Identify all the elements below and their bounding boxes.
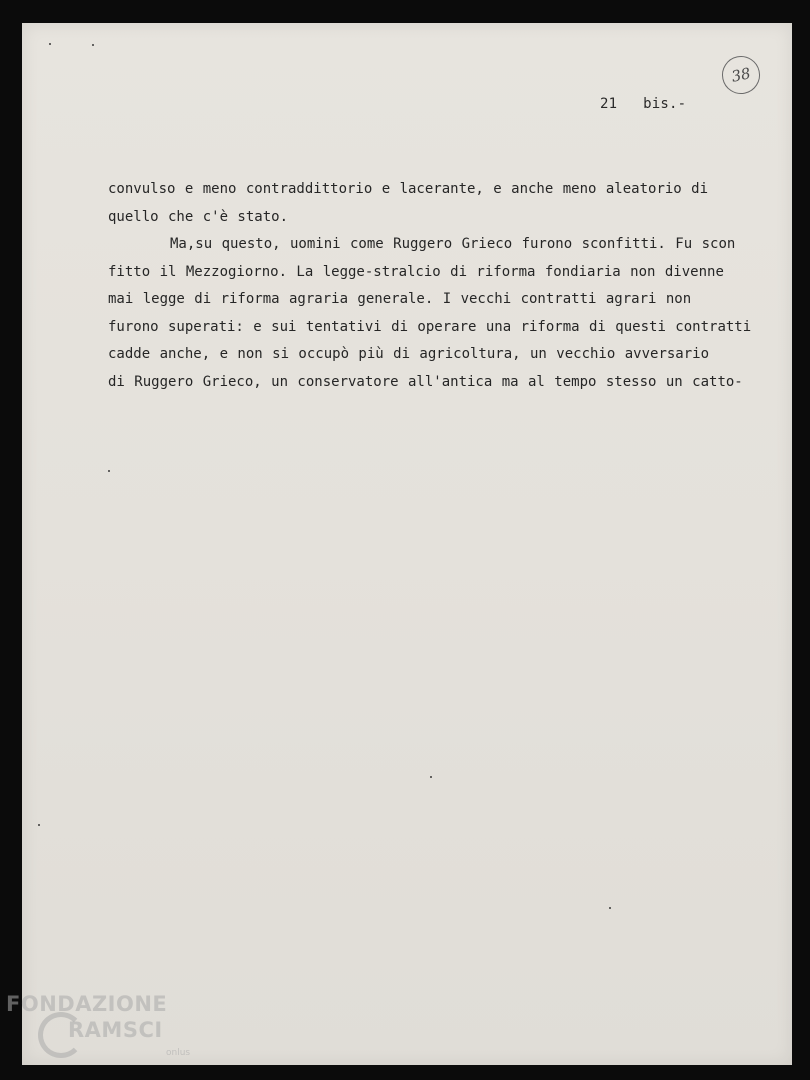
page-number: 21 bis.- xyxy=(600,96,687,112)
paper-speck xyxy=(38,824,40,826)
text-line: di Ruggero Grieco, un conservatore all'antica ma al tempo stesso un catto- xyxy=(108,373,743,390)
text-line: cadde anche, e non si occupò più di agricoltura, un vecchio avversario xyxy=(108,346,710,362)
paper-speck xyxy=(49,43,51,45)
text-line: convulso e meno contraddittorio e lacerante, e anche meno aleatorio di xyxy=(108,181,709,197)
text-line: mai legge di riforma agraria generale. I vecchi contratti agrari non xyxy=(108,291,692,307)
paper-speck xyxy=(430,776,432,778)
paper-speck xyxy=(92,44,94,46)
text-line: fitto il Mezzogiorno. La legge-stralcio di riforma fondiaria non divenne xyxy=(108,263,724,280)
paper-speck xyxy=(108,470,110,472)
archive-stamp: 38 xyxy=(718,52,763,97)
text-line: Ma,su questo, uomini come Ruggero Grieco furono sconfitti. Fu scon xyxy=(170,236,736,252)
text-line: quello che c'è stato. xyxy=(108,208,289,225)
text-line: furono superati: e sui tentativi di operare una riforma di questi contratti xyxy=(108,318,752,335)
watermark-line1: FONDAZIONE xyxy=(6,992,168,1016)
paper-speck xyxy=(609,907,611,909)
watermark-line2: RAMSCI xyxy=(68,1018,163,1042)
watermark-suffix: onlus xyxy=(166,1048,191,1058)
body-text xyxy=(108,176,752,396)
